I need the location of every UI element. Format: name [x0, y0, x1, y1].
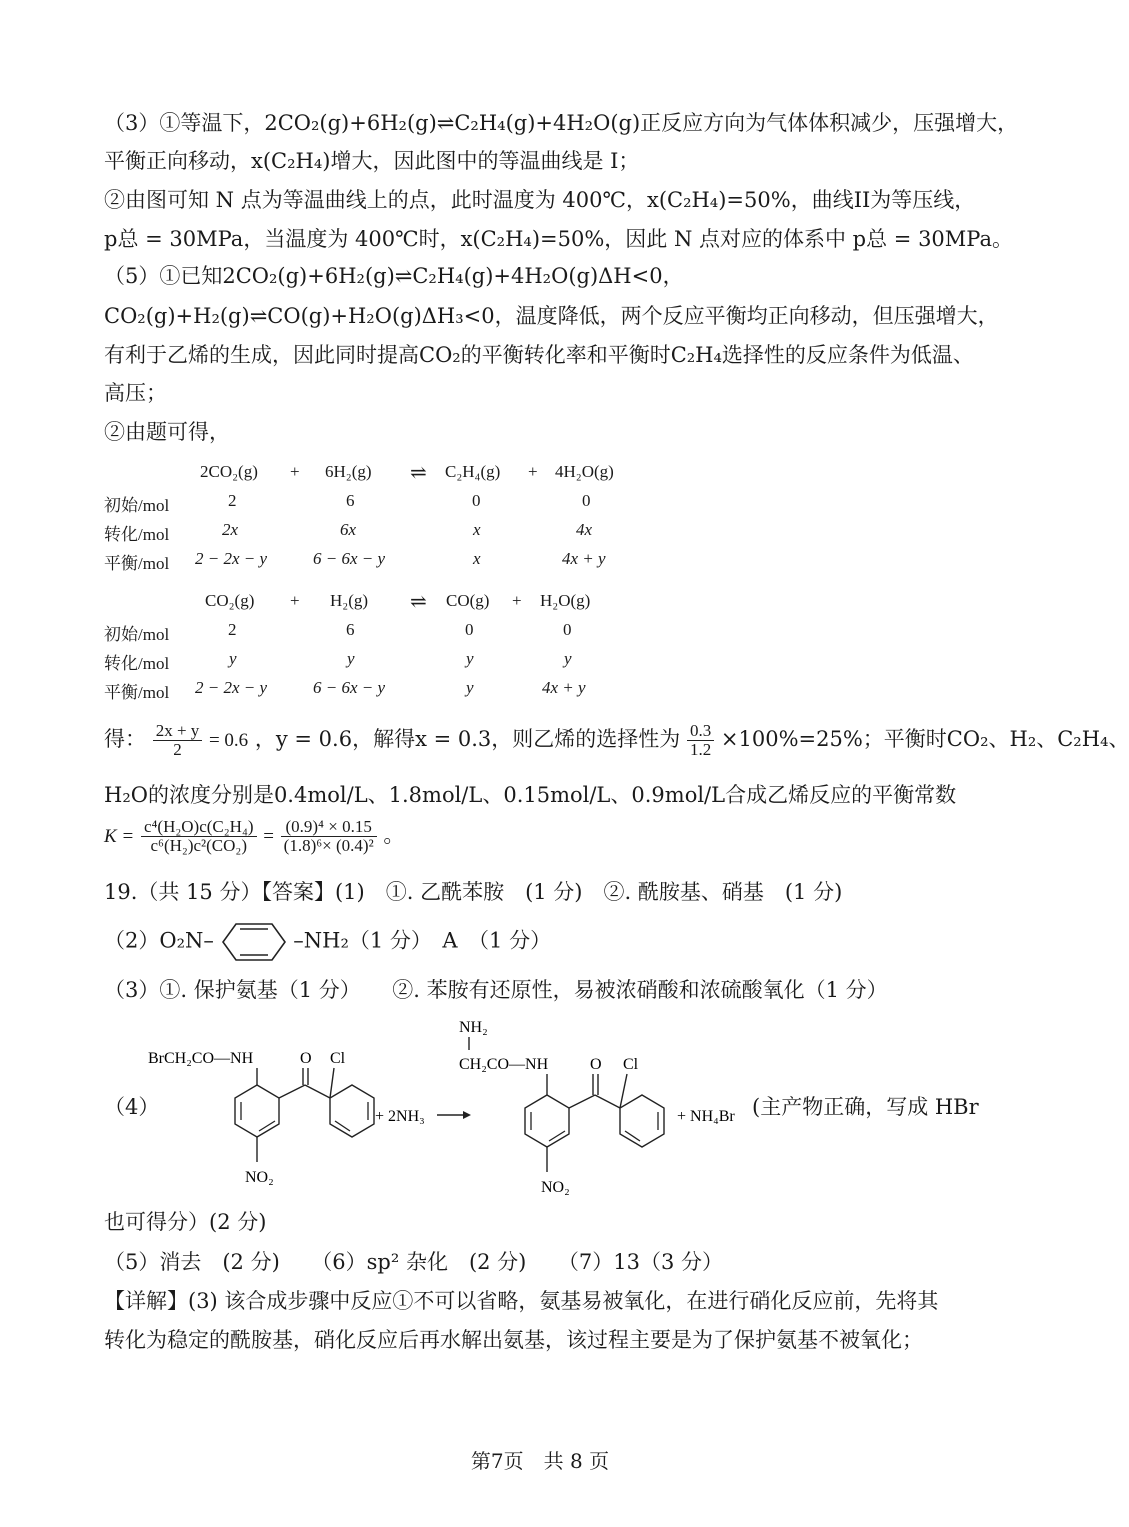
line-5-3: 有利于乙烯的生成，因此同时提高CO₂的平衡转化率和平衡时C₂H₄选择性的反应条件为低温、 [104, 343, 974, 367]
t2-r1-c1: y [347, 649, 355, 668]
t2-h6: H₂O(g) [540, 591, 591, 610]
t1-r2-c3: 4x + y [562, 549, 606, 568]
reactant-o-label: O [300, 1050, 312, 1067]
detail-line-1: 【详解】(3) 该合成步骤中反应①不可以省略，氨基易被氧化，在进行硝化反应前，先将其 [104, 1289, 939, 1313]
q19-4-label: （4） [104, 1095, 160, 1119]
frac-k2-den: (1.8)⁶× (0.4)² [283, 836, 374, 855]
t2-r1-label: 转化/mol [104, 654, 170, 673]
t2-h4: CO(g) [446, 591, 490, 610]
t2-h0: CO₂(g) [205, 591, 255, 610]
t2-r0-c1: 6 [346, 620, 355, 639]
t2-h5: + [512, 591, 522, 610]
product-o-label: O [590, 1056, 602, 1073]
k-expression: K = $\frac{\text{c⁴(H₂O)c(C₂H₄)}}{\text{c⁶(H₂)c²(CO₂)}}$ = $\frac{\text{(0.9)⁴ × 0.15}}{\text{(1.8)⁶× (0.4)²}}$ 。 [104, 817, 405, 855]
t1-h4: C₂H₄(g) [445, 462, 501, 481]
fraction-k-numeric [281, 818, 377, 855]
q19-answer-5-7: （5）消去 (2 分) （6）sp² 杂化 (2 分) （7）13（3 分） [104, 1250, 723, 1274]
t1-r2-c1: 6 − 6x − y [313, 549, 386, 568]
page-footer: 第7页 共 8 页 [470, 1449, 610, 1473]
t1-r2-c0: 2 − 2x − y [195, 549, 268, 568]
frac-b-den: 1.2 [689, 740, 712, 759]
reactant-no2-label: NO₂ [245, 1169, 274, 1186]
reaction-arrow-icon [463, 1111, 471, 1119]
t1-r1-c1: 6x [340, 520, 357, 539]
product-no2-label: NO₂ [541, 1179, 570, 1196]
t1-r0-c2: 0 [472, 491, 481, 510]
t1-h2: 6H₂(g) [325, 462, 372, 481]
frac-k1-den: c⁶(H₂)c²(CO₂) [150, 836, 247, 855]
q19-answer-1: 19.（共 15 分）【答案】(1) ①. 乙酰苯胺 (1 分) ②. 酰胺基、硝基 (1 分) [104, 880, 843, 904]
result-line [104, 722, 1129, 759]
t1-r2-c2: x [473, 549, 481, 568]
t2-r1-c0: y [229, 649, 237, 668]
product-nh2-label: NH₂ [459, 1019, 488, 1036]
t1-h5: + [528, 462, 538, 481]
q19-answer-3: （3）①. 保护氨基（1 分） ②. 苯胺有还原性，易被浓硝酸和浓硫酸氧化（1 分） [104, 978, 888, 1002]
line-3-1: （3）①等温下，2CO₂(g)+6H₂(g)⇌C₂H₄(g)+4H₂O(g)正反应方向为气体体积减少，压强增大， [104, 111, 1019, 135]
t1-h0: 2CO₂(g) [200, 462, 258, 481]
t2-r0-c3: 0 [563, 620, 572, 639]
q19-2-suffix: –NH₂（1 分） A （1 分） [293, 928, 552, 953]
q19-answer-2 [104, 922, 551, 962]
result-prefix: 得： [104, 727, 146, 751]
t1-r1-c2: x [473, 520, 481, 539]
byproduct-label: + NH₄Br [677, 1108, 735, 1125]
line-5-2: CO₂(g)+H₂(g)⇌CO(g)+H₂O(g)ΔH₃<0，温度降低，两个反应平衡均正向移动，但压强增大， [104, 304, 999, 328]
t2-r1-c3: y [564, 649, 572, 668]
t2-r2-c1: 6 − 6x − y [313, 678, 386, 697]
result-mid: ，y = 0.6，解得x = 0.3，则乙烯的选择性为 [254, 727, 681, 751]
line-5-5: ②由题可得， [104, 420, 230, 444]
frac-k2-num: (0.9)⁴ × 0.15 [281, 818, 377, 837]
reactant-cl-label: Cl [330, 1050, 346, 1067]
t2-r2-label: 平衡/mol [104, 683, 170, 702]
t1-r2-label: 平衡/mol [104, 554, 170, 573]
reactant-chain-label: BrCH₂CO—NH [148, 1050, 254, 1067]
frac-a-den: 2 [173, 740, 182, 759]
t2-r2-c0: 2 − 2x − y [195, 678, 268, 697]
reaction-scheme [145, 1010, 745, 1200]
t1-h1: + [290, 462, 300, 481]
t1-r1-c0: 2x [222, 520, 239, 539]
t2-r0-label: 初始/mol [104, 625, 170, 644]
t2-r0-c2: 0 [465, 620, 474, 639]
line-3-2: 平衡正向移动，x(C₂H₄)增大，因此图中的等温曲线是 I； [104, 149, 640, 173]
t1-r0-c3: 0 [582, 491, 591, 510]
concentration-line: H₂O的浓度分别是0.4mol/L、1.8mol/L、0.15mol/L、0.9mol/L合成乙烯反应的平衡常数 [104, 783, 957, 807]
t2-h3: ⇌ [410, 591, 427, 613]
t2-h2: H₂(g) [330, 591, 369, 610]
t2-h1: + [290, 591, 300, 610]
line-5-4: 高压； [104, 381, 167, 405]
q19-4-note: (主产物正确，写成 HBr [752, 1095, 979, 1119]
frac-k1-num: c⁴(H₂O)c(C₂H₄) [141, 818, 257, 837]
benzene-ring-icon [221, 922, 287, 962]
frac-k2-tail: 。 [383, 823, 405, 847]
frac-a-num: 2x + y [153, 722, 203, 741]
t1-h3: ⇌ [410, 462, 427, 484]
product-cl-label: Cl [623, 1056, 639, 1073]
q19-2-prefix: （2）O₂N– [104, 928, 214, 953]
t2-r1-c2: y [466, 649, 474, 668]
frac-b-num: 0.3 [687, 722, 714, 741]
fraction-selectivity [687, 722, 714, 759]
fraction-2x-plus-y [153, 722, 203, 759]
result-post: ×100%=25%；平衡时CO₂、H₂、C₂H₄、 [720, 727, 1129, 751]
line-3-4: p总 = 30MPa，当温度为 400℃时，x(C₂H₄)=50%，因此 N 点对应的体系中 p总 = 30MPa。 [104, 227, 1014, 251]
fraction-k-symbolic [141, 818, 257, 855]
frac-a-tail: = 0.6 [208, 730, 249, 751]
line-3-3: ②由图可知 N 点为等温曲线上的点，此时温度为 400℃，x(C₂H₄)=50%，曲线II为等压线， [104, 188, 976, 212]
reagent-label: + 2NH₃ [375, 1108, 425, 1125]
t1-r1-label: 转化/mol [104, 525, 170, 544]
k-label: K = [104, 826, 135, 847]
t1-r1-c3: 4x [576, 520, 593, 539]
t2-r0-c0: 2 [228, 620, 237, 639]
t1-r0-label: 初始/mol [104, 496, 170, 515]
t1-h6: 4H₂O(g) [555, 462, 614, 481]
product-chain-label: CH₂CO—NH [459, 1056, 549, 1073]
t2-r2-c2: y [466, 678, 474, 697]
detail-line-2: 转化为稳定的酰胺基，硝化反应后再水解出氨基，该过程主要是为了保护氨基不被氧化； [104, 1328, 923, 1352]
t1-r0-c1: 6 [346, 491, 355, 510]
t2-r2-c3: 4x + y [542, 678, 586, 697]
t1-r0-c0: 2 [228, 491, 237, 510]
line-5-1: （5）①已知2CO₂(g)+6H₂(g)⇌C₂H₄(g)+4H₂O(g)ΔH<0， [104, 264, 684, 288]
q19-4-note-cont: 也可得分）(2 分) [104, 1210, 267, 1234]
